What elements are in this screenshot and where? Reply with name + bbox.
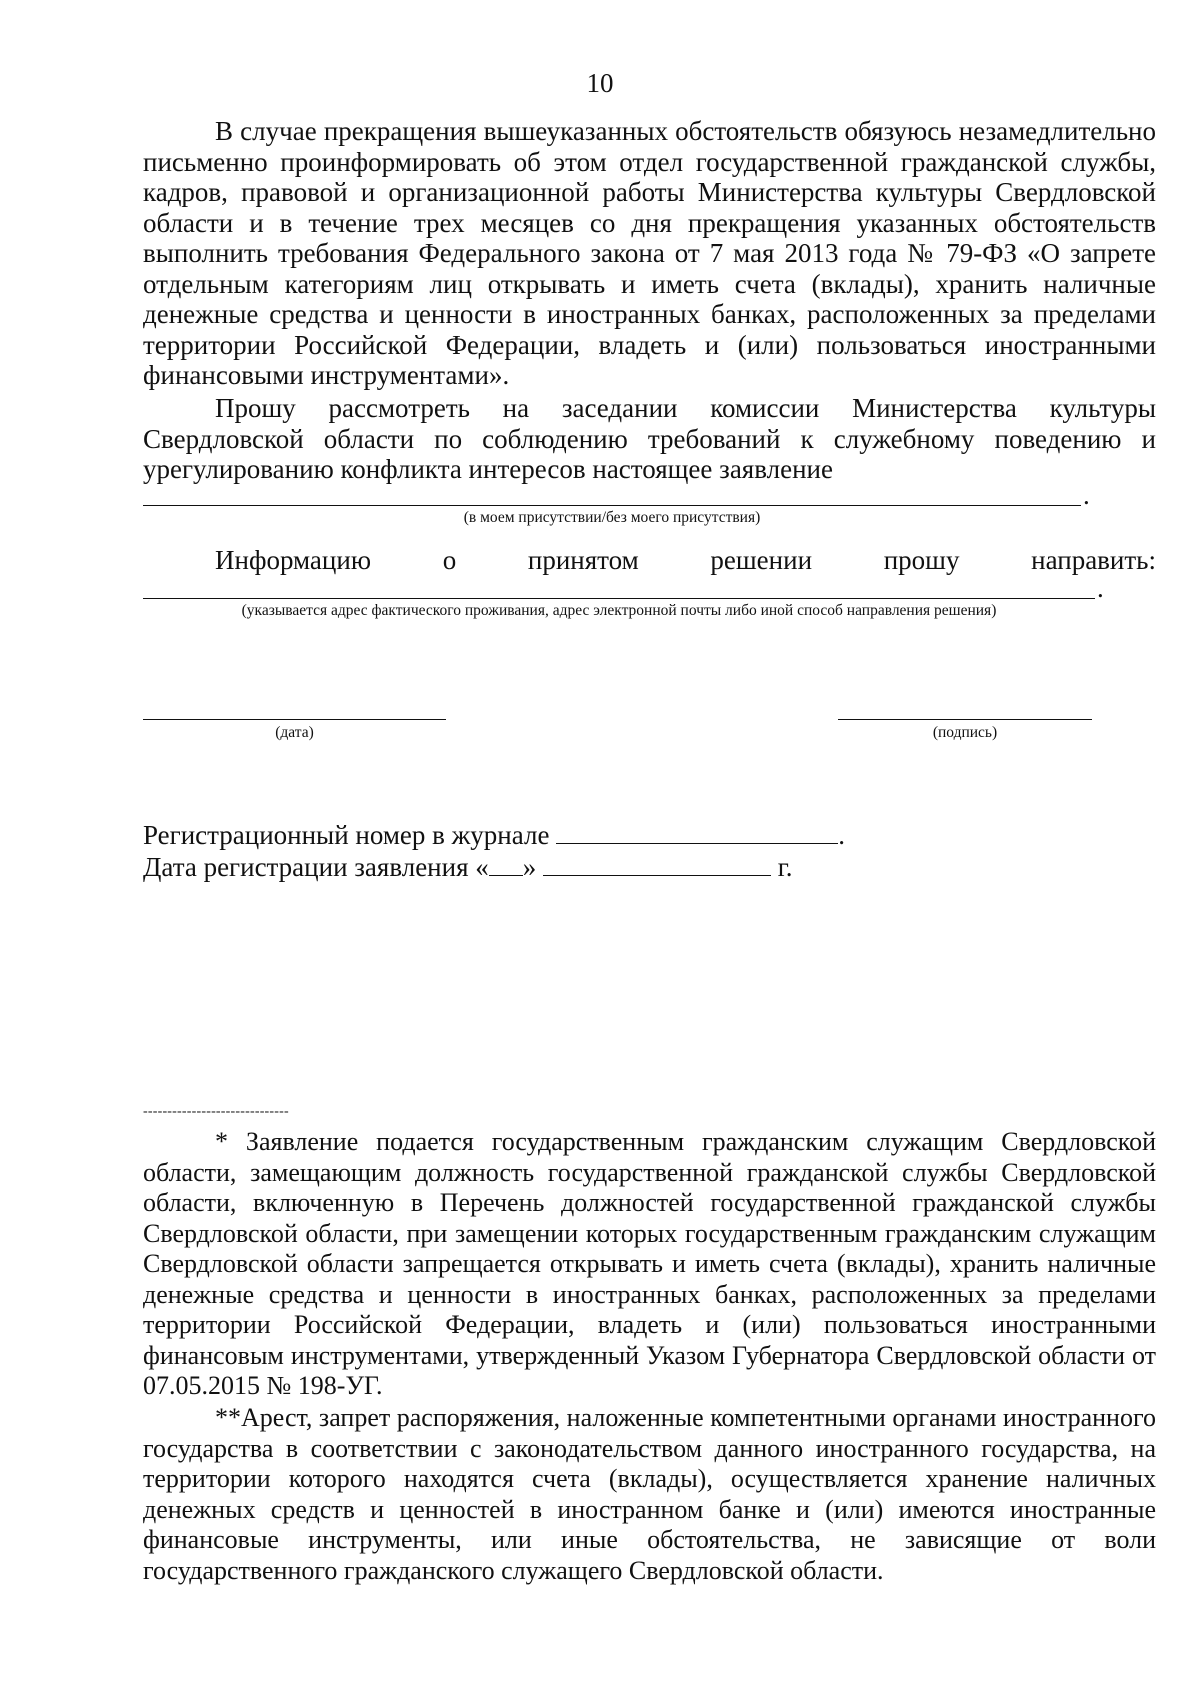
address-field-caption: (указывается адрес фактического проживания, адрес электронной почты либо иной способ направления решения) xyxy=(241,602,997,619)
footnote-separator: ------------------------------ xyxy=(143,1104,289,1119)
information-word: принятом xyxy=(527,545,639,575)
information-word: прошу xyxy=(883,545,960,575)
footnote-1: * Заявление подается государственным гражданским служащим Свердловской области, замещающим должность государственной гражданской службы Свердловской области, включенную в Перечень должностей государственной гражданской службы Свердловской области, при замещении которых государственным гражданским служащим Свердловской области запрещается открывать и иметь счета (вклады), хранить наличные денежные средства и ценности в иностранных банках, расположенных за пределами территории Российской Федерации, владеть и (или) пользоваться иностранными финансовым инструментами, утвержденный Указом Губернатора Свердловской области от 07.05.2015 № 198-УГ. xyxy=(143,1127,1156,1400)
information-line xyxy=(215,545,1156,576)
registration-date-label: Дата регистрации заявления « xyxy=(143,852,489,882)
presence-field-line[interactable] xyxy=(143,505,1081,506)
information-word: направить: xyxy=(1031,545,1156,575)
information-word: о xyxy=(442,545,457,575)
registration-date-quote: » xyxy=(522,852,537,882)
date-signature-line[interactable] xyxy=(143,719,446,720)
information-word: Информацию xyxy=(215,545,371,575)
obligation-paragraph: В случае прекращения вышеуказанных обстоятельств обязуюсь незамедлительно письменно проинформировать об этом отдел государственной гражданской службы, кадров, правовой и организационной работы Министерства культуры Свердловской области и в течение трех месяцев со дня прекращения указанных обстоятельств выполнить требования Федерального закона от 7 мая 2013 года № 79-ФЗ «О запрете отдельным категориям лиц открывать и иметь счета (вклады), хранить наличные денежные средства и ценности в иностранных банках, расположенных за пределами территории Российской Федерации, владеть и (или) пользоваться иностранными финансовыми инструментами». xyxy=(143,116,1156,390)
presence-field-caption: (в моем присутствии/без моего присутствия) xyxy=(463,509,761,526)
information-word: решении xyxy=(710,545,813,575)
registration-number-field[interactable] xyxy=(556,821,838,844)
registration-number-end: . xyxy=(838,820,845,850)
registration-date-line xyxy=(143,852,793,883)
page-number: 10 xyxy=(586,68,614,98)
footnote-2: **Арест, запрет распоряжения, наложенные компетентными органами иностранного государства в соответствии с законодательством данного иностранного государства, на территории которого находятся счета (вклады), осуществляется хранение наличных денежных средств и ценностей в иностранном банке и (или) имеются иностранные финансовые инструменты, или иные обстоятельства, не зависящие от воли государственного гражданского служащего Свердловской области. xyxy=(143,1403,1156,1585)
request-paragraph: Прошу рассмотреть на заседании комиссии Министерства культуры Свердловской области по соблюдению требований к служебному поведению и урегулированию конфликта интересов настоящее заявление xyxy=(143,393,1156,484)
registration-day-field[interactable] xyxy=(489,853,523,876)
registration-number-line xyxy=(143,820,845,851)
registration-number-label: Регистрационный номер в журнале xyxy=(143,820,550,850)
registration-month-year-field[interactable] xyxy=(543,853,771,876)
registration-year-suffix: г. xyxy=(777,852,793,882)
date-caption: (дата) xyxy=(275,724,314,741)
address-field-end: . xyxy=(1097,573,1104,603)
signature-line[interactable] xyxy=(838,719,1092,720)
signature-caption: (подпись) xyxy=(932,724,998,741)
address-field-line[interactable] xyxy=(143,598,1095,599)
presence-field-end: . xyxy=(1083,480,1090,510)
